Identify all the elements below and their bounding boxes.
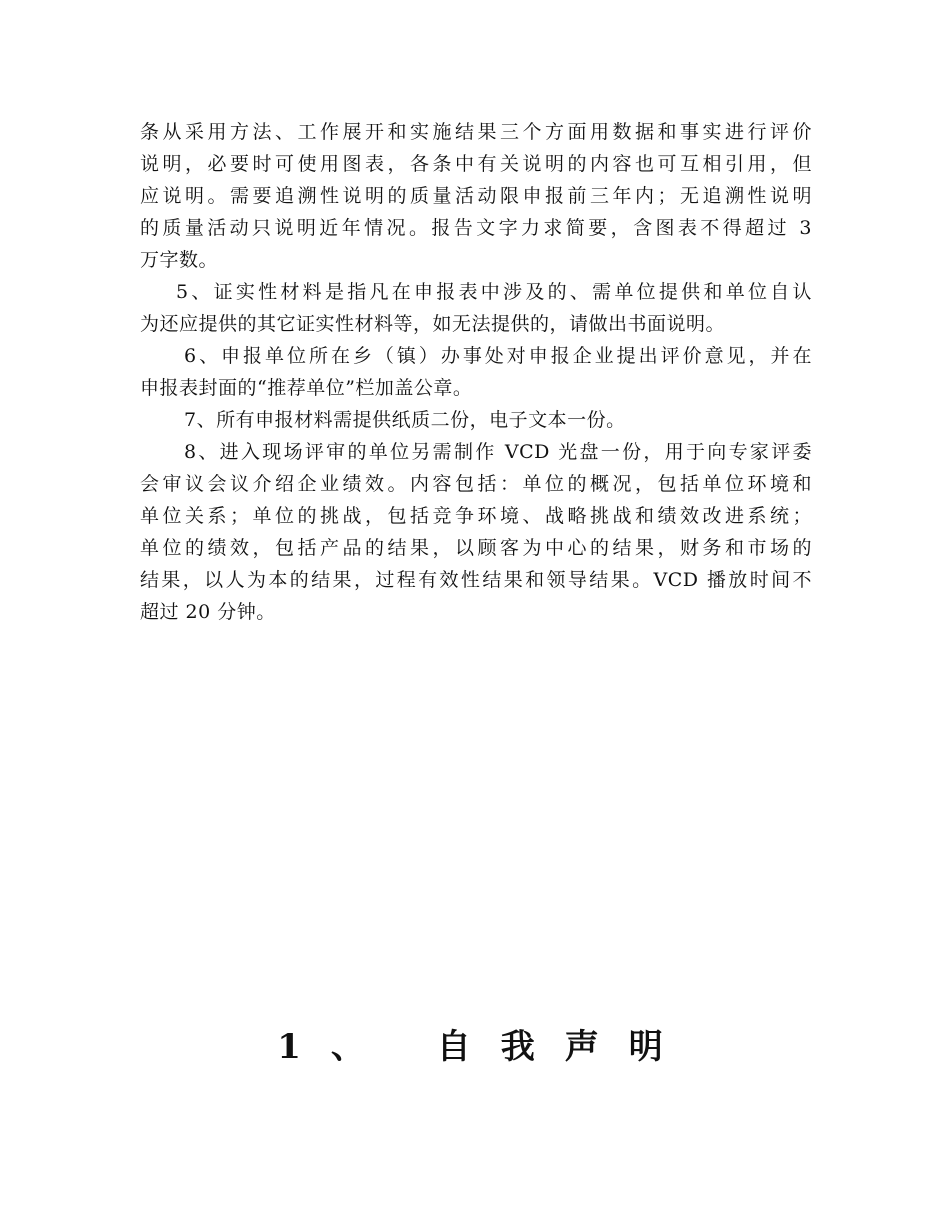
text-line: 结果，以人为本的结果，过程有效性结果和领导结果。VCD 播放时间不: [140, 569, 812, 591]
text-line: 万字数。: [140, 249, 219, 271]
text-line: 说明，必要时可使用图表，各条中有关说明的内容也可互相引用，但: [140, 153, 812, 175]
text-line: 8、进入现场评审的单位另需制作 VCD 光盘一份，用于向专家评委: [184, 441, 812, 463]
text-line: 超过 20 分钟。: [140, 601, 276, 623]
text-line: 单位关系；单位的挑战，包括竞争环境、战略挑战和绩效改进系统；: [140, 505, 812, 527]
text-line: 的质量活动只说明近年情况。报告文字力求简要，含图表不得超过 3: [140, 217, 812, 239]
text-line: 申报表封面的“推荐单位”栏加盖公章。: [140, 377, 473, 399]
text-line: 5、证实性材料是指凡在申报表中涉及的、需单位提供和单位自认: [176, 281, 812, 303]
text-line: 条从采用方法、工作展开和实施结果三个方面用数据和事实进行评价: [140, 121, 812, 143]
text-line: 单位的绩效，包括产品的结果，以顾客为中心的结果，财务和市场的: [140, 537, 812, 559]
text-line: 应说明。需要追溯性说明的质量活动限申报前三年内；无追溯性说明: [140, 185, 812, 207]
text-line: 为还应提供的其它证实性材料等，如无法提供的，请做出书面说明。: [140, 313, 726, 335]
section-title: 1、 自我声明: [277, 1027, 693, 1067]
text-line: 会审议会议介绍企业绩效。内容包括：单位的概况，包括单位环境和: [140, 473, 812, 495]
text-line: 6、申报单位所在乡（镇）办事处对申报企业提出评价意见，并在: [184, 345, 812, 367]
text-line: 7、所有申报材料需提供纸质二份，电子文本一份。: [184, 409, 626, 431]
instructions-body: [140, 116, 812, 628]
